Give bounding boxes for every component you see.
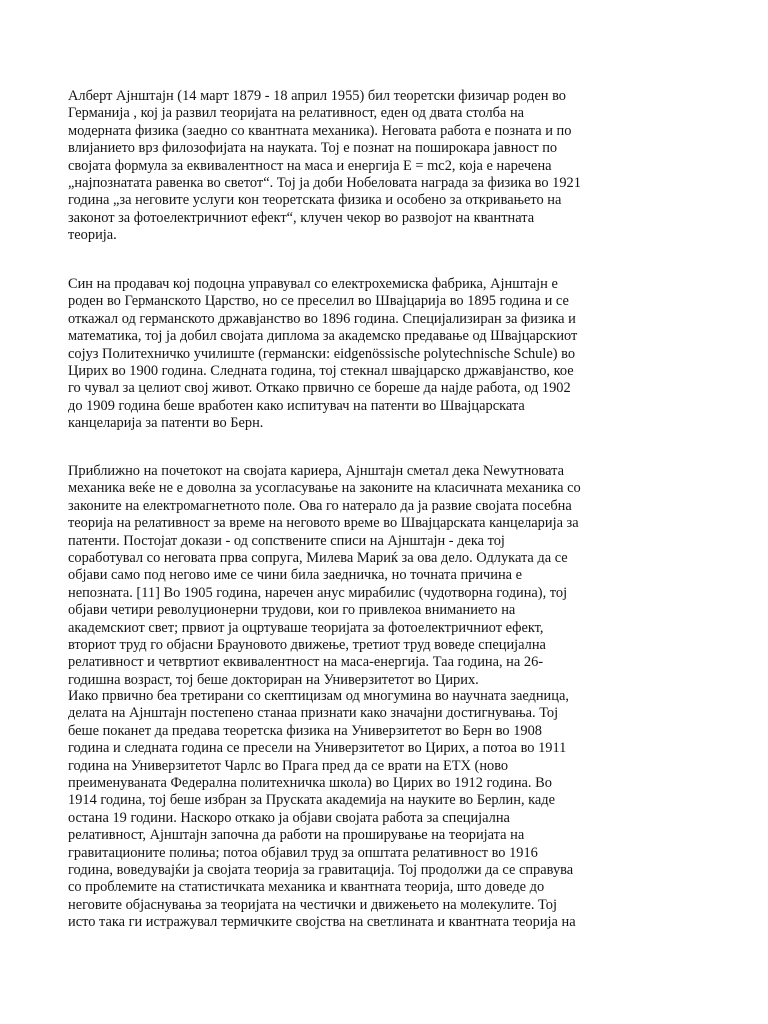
paragraph-2: Син на продавач кој подоцна управувал со електрохемиска фабрика, Ајнштајн е роден во Германското Царство, но се преселил во Швајцарија во 1895 година и се откажал од германското државјанство во 1896 година. Специјализиран за физика и математика, тој ја добил својата диплома за академско предавање од Швајцарскиот сојуз Политехничко училиште (германски: eidgenössische polytechnische Schule) во Цирих во 1900 година. Следната година, тој стекнал швајцарско државјанство, кое го чувал за целиот свој живот. Откако првично се бореше да најде работа, од 1902 до 1909 година беше вработен како испитувач на патенти во Швајцарската канцеларија за патенти во Берн. xyxy=(68,276,578,432)
paragraph-3: Приближно на почетокот на својата кариера, Ајнштајн сметал дека Newутновата механика веќе не е доволна за усогласување на законите на класичната механика со законите на електромагнетното поле. Ова го натерало да ја развие својата посебна теорија на релативност за време на неговото време во Швајцарската канцеларија за патенти. Постојат докази - од сопствените списи на Ајнштајн - дека тој соработувал со неговата прва сопруга, Милева Мариќ за ова дело. Одлуката да се објави само под негово име се чини била заедничка, но точната причина е непозната. [11] Во 1905 година, наречен анус мирабилис (чудотворна година), тој објави четири револуционерни трудови, кои го привлекоа вниманието на академскиот свет; првиот ја оцртуваше теоријата за фотоелектричниот ефект, вториот труд го објасни Брауновото движење, третиот труд воведе специјална релативност и четвртиот еквивалентност на маса-енергија. Таа година, на 26- годишна возраст, тој беше докториран на Универзитетот во Цирих. xyxy=(68,463,581,688)
paragraph-1: Алберт Ајнштајн (14 март 1879 - 18 април 1955) бил теоретски физичар роден во Германија , кој ја развил теоријата на релативност, еден од двата столба на модерната физика (заедно со квантната механика). Неговата работа е позната и по влијанието врз филозофијата на науката. Тој е познат на поширокара јавност по својата формула за еквивалентност на маса и енергија E = mc2, која е наречена „најпознатата равенка во светот“. Тој ја доби Нобеловата награда за физика во 1921 година „за неговите услуги кон теоретската физика и особено за откривањето на законот за фотоелектричниот ефект“, клучен чекор во развојот на квантната теорија. xyxy=(68,88,581,244)
paragraph-4: Иако првично беа третирани со скептицизам од многумина во научната заедница, делата на Ајнштајн постепено станаа признати како значајни достигнувања. Тој беше поканет да предава теоретска физика на Универзитетот во Берн во 1908 година и следната година се пресели на Универзитетот во Цирих, а потоа во 1911 година на Универзитетот Чарлс во Прага пред да се врати на ETX (ново преименуваната Федерална политехничка школа) во Цирих во 1912 година. Во 1914 година, тој беше избран за Пруската академија на науките во Берлин, каде остана 19 години. Наскоро откако ја објави својата работа за специјална релативност, Ајнштајн започна да работи на проширување на теоријата на гравитационите полиња; потоа објавил труд за општата релативност во 1916 година, воведувајќи ја својата теорија за гравитација. Тој продолжи да се справува со проблемите на статистичката механика и квантната теорија, што доведе до неговите објаснувања за теоријата на честички и движењето на молекулите. Тој исто така ги истражувал термичките својства на светлината и квантната теорија на xyxy=(68,688,576,931)
